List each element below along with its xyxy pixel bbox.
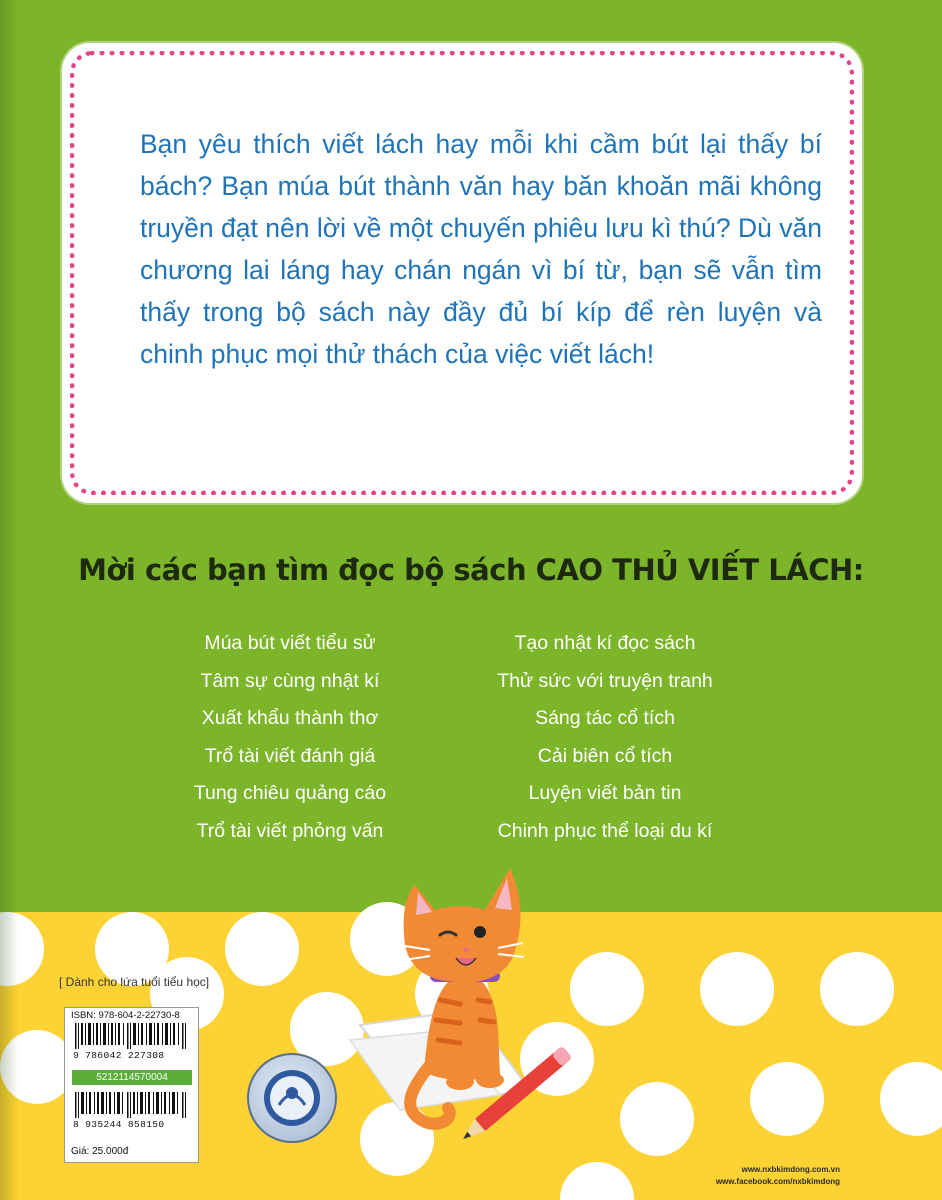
isbn-text: ISBN: 978-604-2-22730-8	[71, 1010, 180, 1021]
book-title: Xuất khẩu thành thơ	[201, 707, 379, 729]
book-title: Trổ tài viết phỏng vấn	[196, 819, 384, 842]
internal-code: 5212114570004	[72, 1070, 192, 1085]
publisher-seal-logo	[247, 1053, 337, 1143]
ean-barcode	[75, 1092, 189, 1118]
book-title: Cải biên cổ tích	[537, 744, 673, 767]
polka-dot	[700, 952, 774, 1026]
polka-dot	[225, 912, 299, 986]
intro-card	[62, 43, 862, 503]
cat-paw	[446, 1074, 474, 1090]
book-title: Tâm sự cùng nhật kí	[200, 669, 380, 692]
barcode-box	[64, 1007, 199, 1163]
polka-dot	[750, 1062, 824, 1136]
price-label: Giá: 25.000đ	[71, 1146, 129, 1157]
book-title: Tạo nhật kí đọc sách	[514, 632, 696, 654]
cat-paw	[476, 1072, 504, 1088]
website-link[interactable]: www.nxbkimdong.com.vn	[741, 1165, 840, 1174]
cat-head	[404, 868, 521, 983]
isbn-number: 9 786042 227308	[73, 1050, 165, 1061]
ean-number: 8 935244 858150	[73, 1119, 165, 1130]
book-title: Sáng tác cổ tích	[535, 707, 675, 729]
book-title: Tung chiêu quảng cáo	[193, 782, 387, 804]
isbn-barcode	[75, 1023, 189, 1049]
book-title: Thử sức với truyện tranh	[497, 669, 713, 692]
intro-paragraph: Bạn yêu thích viết lách hay mỗi khi cầm bút lại thấy bí bách? Bạn múa bút thành văn hay băn khoăn mãi không truyền đạt nên lời về một chuyến phiêu lưu kì thú? Dù văn chương lai láng hay chán ngán vì bí từ, bạn sẽ vẫn tìm thấy trong bộ sách này đầy đủ bí kíp để rèn luyện và chinh phục mọi thử thách của việc viết lách!	[140, 129, 822, 369]
spine-shadow	[0, 0, 18, 1200]
polka-dot	[880, 1062, 942, 1136]
publisher-logo-icon	[249, 1055, 335, 1141]
book-title: Trổ tài viết đánh giá	[204, 744, 376, 767]
cat-body	[425, 974, 500, 1080]
cat-eye	[474, 926, 486, 938]
book-title: Múa bút viết tiểu sử	[204, 632, 376, 654]
polka-dot	[820, 952, 894, 1026]
polka-dot	[560, 1162, 634, 1200]
age-label: [ Dành cho lứa tuổi tiểu học]	[59, 975, 210, 989]
series-title: Mời các bạn tìm đọc bộ sách CAO THỦ VIẾT LÁCH:	[78, 553, 864, 587]
book-title: Chinh phục thể loại du kí	[497, 819, 713, 842]
polka-dot	[620, 1082, 694, 1156]
book-title: Luyện viết bản tin	[528, 782, 682, 804]
book-list-left	[160, 630, 420, 855]
book-list-right	[470, 630, 740, 855]
facebook-link[interactable]: www.facebook.com/nxbkimdong	[715, 1177, 840, 1186]
cat-illustration	[330, 860, 600, 1160]
